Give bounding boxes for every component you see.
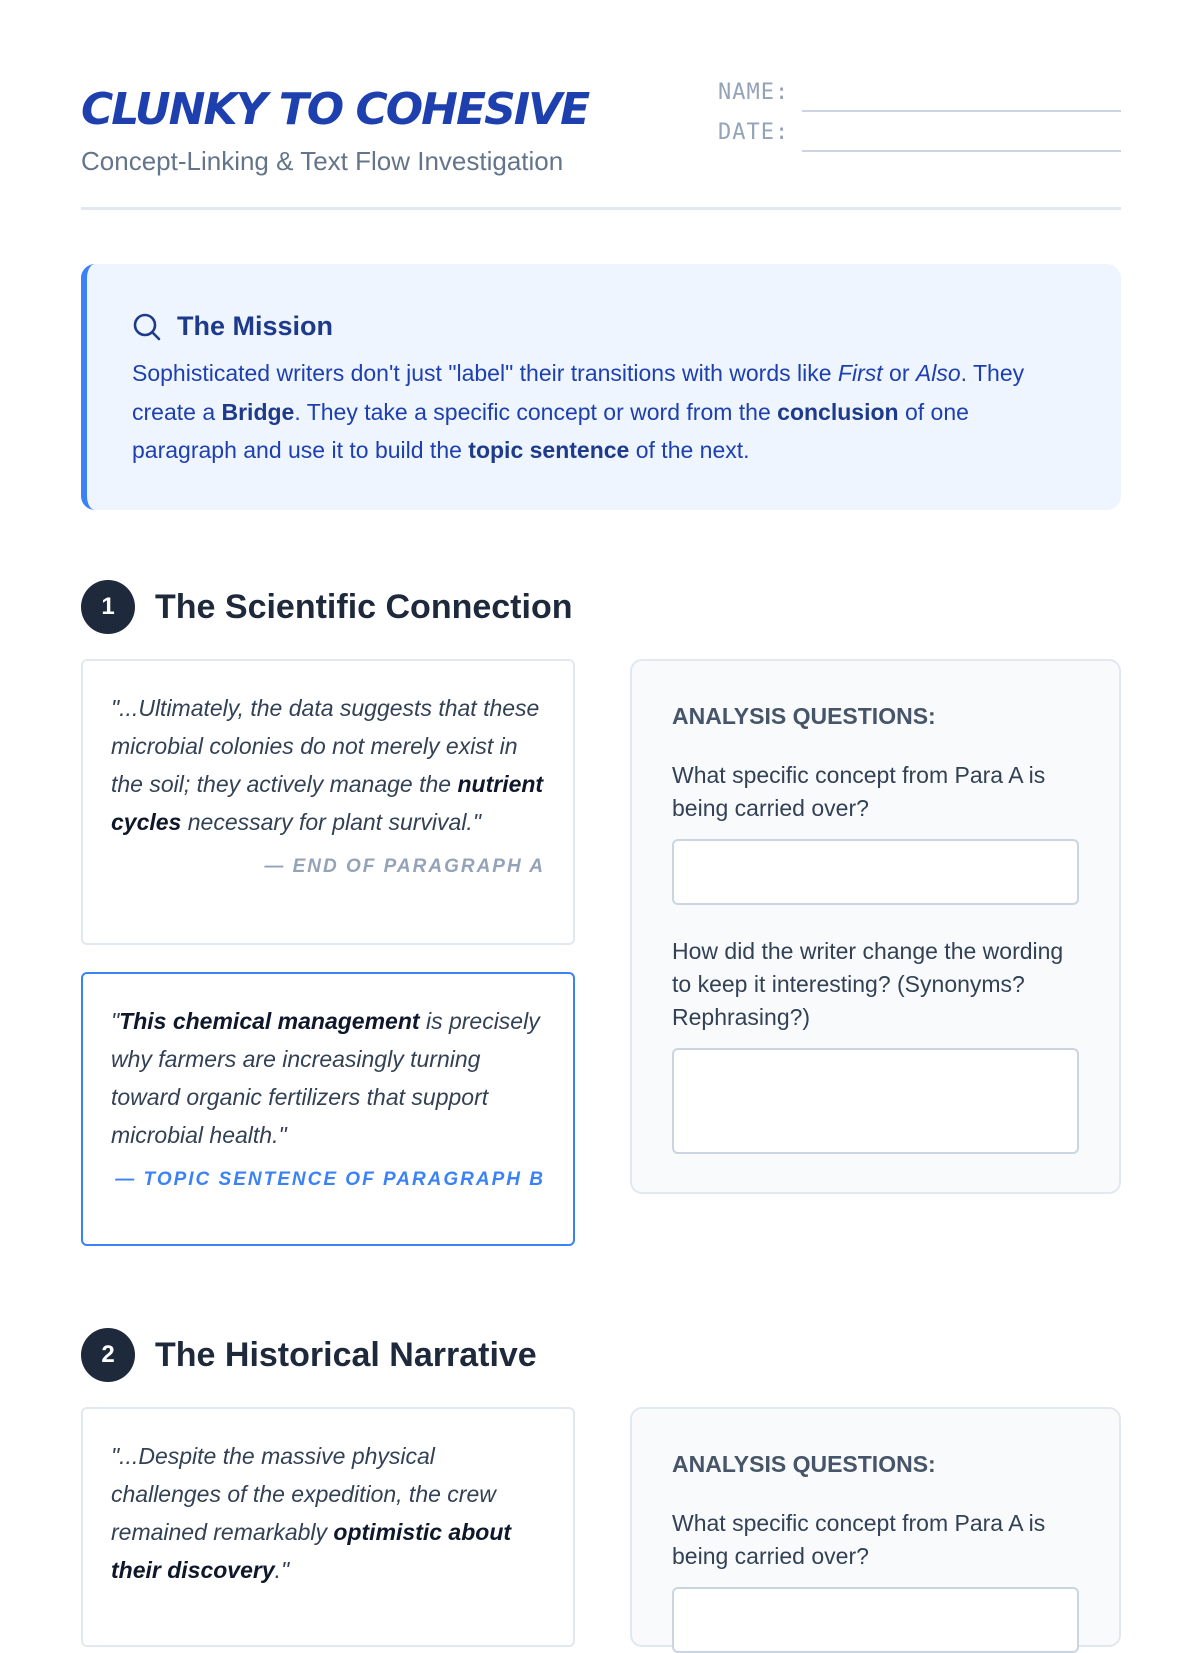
mission-title: The Mission [177, 311, 334, 341]
section-1-header [81, 580, 881, 636]
paragraph-b-quote: "This chemical management is precisely why farmers are increasingly turning toward organic fertilizers that support microbial health." [111, 1008, 540, 1148]
linked-concept: optimistic about their discovery [111, 1519, 512, 1583]
conclusion-term: conclusion [777, 398, 899, 425]
search-icon [132, 312, 162, 342]
bridge-phrase: This chemical management [119, 1008, 420, 1034]
answer-box-2[interactable] [672, 1048, 1079, 1154]
date-label: DATE: [718, 120, 790, 145]
analysis-panel [630, 1407, 1121, 1647]
worksheet-subtitle: Concept-Linking & Text Flow Investigation [81, 146, 564, 176]
name-field[interactable] [718, 78, 1121, 112]
answer-box-1[interactable] [672, 1587, 1079, 1653]
paragraph-a-quote: "...Despite the massive physical challenges of the expedition, the crew remained remarkably optimistic about their discovery." [111, 1443, 512, 1583]
section-number-badge: 1 [81, 580, 135, 634]
analysis-question-2: How did the writer change the wording to keep it interesting? (Synonyms? Rephrasing?) [672, 938, 1064, 1030]
analysis-question-1: What specific concept from Para A is being carried over? [672, 762, 1046, 821]
section-2-header [81, 1328, 881, 1384]
paragraph-a-attribution: — END OF PARAGRAPH A [264, 856, 545, 877]
example-word-first: First [837, 360, 883, 386]
name-line[interactable] [802, 110, 1121, 112]
date-field[interactable] [718, 118, 1121, 152]
mission-box [81, 264, 1121, 510]
topic-sentence-term: topic sentence [468, 437, 630, 463]
paragraph-a-card [81, 1407, 575, 1647]
paragraph-a-card [81, 659, 575, 945]
analysis-panel [630, 659, 1121, 1194]
analysis-heading: ANALYSIS QUESTIONS: [672, 1451, 936, 1477]
header-divider [81, 207, 1121, 210]
section-title: The Historical Narrative [155, 1336, 537, 1374]
answer-box-1[interactable] [672, 839, 1079, 905]
name-label: NAME: [718, 80, 790, 105]
analysis-heading: ANALYSIS QUESTIONS: [672, 703, 936, 729]
linked-concept: nutrient cycles [111, 771, 544, 835]
section-title: The Scientific Connection [155, 588, 573, 626]
section-number-badge: 2 [81, 1328, 135, 1382]
example-word-also: Also [915, 360, 961, 386]
date-line[interactable] [802, 150, 1121, 152]
mission-text: Sophisticated writers don't just "label" their transitions with words like First or Also. They create a Bridge. They take a specific concept or word from the conclusion of one paragraph and use it to build the topic sentence of the next. [132, 360, 1025, 463]
worksheet-title: CLUNKY TO COHESIVE [81, 84, 589, 135]
paragraph-b-card [81, 972, 575, 1246]
paragraph-a-quote: "...Ultimately, the data suggests that these microbial colonies do not merely exist in the soil; they actively manage the nutrient cycles necessary for plant survival." [111, 695, 544, 835]
analysis-question-1: What specific concept from Para A is being carried over? [672, 1510, 1046, 1569]
worksheet-page [81, 0, 1121, 1600]
bridge-term: Bridge [221, 398, 295, 425]
paragraph-b-attribution: — TOPIC SENTENCE OF PARAGRAPH B [115, 1169, 545, 1190]
